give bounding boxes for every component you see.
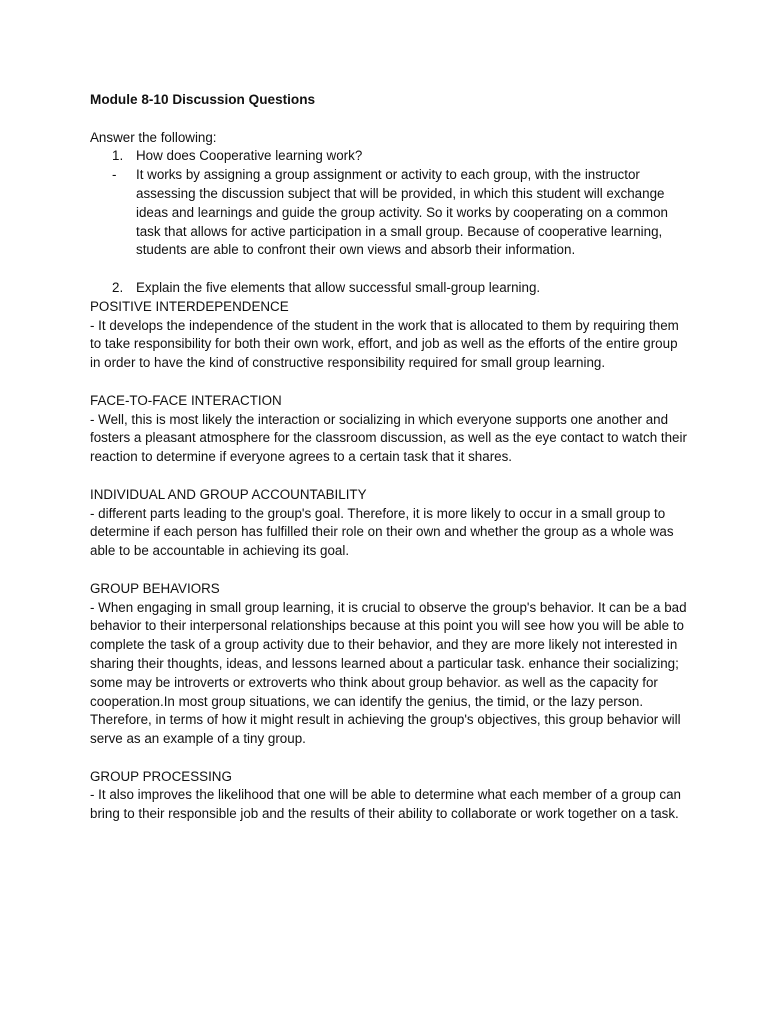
section-body-face-to-face: - Well, this is most likely the interaction or socializing in which everyone supports one another and fosters a pleasant atmosphere for the classroom discussion, as well as the eye contact to watch their reaction to determine if everyone agrees to a certain task that it shares. — [90, 411, 687, 465]
spacer — [90, 749, 690, 768]
question-2-number: 2. — [112, 279, 124, 295]
intro-text: Answer the following: — [90, 129, 217, 145]
section-heading-positive-interdependence: POSITIVE INTERDEPENDENCE — [90, 298, 289, 314]
section-body-positive-interdependence: - It develops the independence of the student in the work that is allocated to them by requiring them to take responsibility for both their own work, effort, and job as well as the efforts of the entire group in order to have the kind of constructive responsibility required for small group learning. — [90, 317, 679, 371]
spacer — [90, 373, 690, 392]
question-2-text: Explain the five elements that allow successful small-group learning. — [136, 279, 541, 295]
section-body-group-behaviors: - When engaging in small group learning, it is crucial to observe the group's behavior. It can be a bad behavior to their interpersonal relationships because at this point you will see how you will be able to complete the task of a group activity due to their behavior, and they are more likely not interested in sharing their thoughts, ideas, and lessons learned about a particular task. enhance their socializing; some may be introverts or extroverts who think about group behavior. as well as the capacity for cooperation.In most group situations, we can identify the genius, the timid, or the lazy person. Therefore, in terms of how it might result in achieving the group's objectives, this group behavior will serve as an example of a tiny group. — [90, 599, 687, 747]
answer-1-text: It works by assigning a group assignment or activity to each group, with the instructor assessing the discussion subject that will be provided, in which this student will exchange ideas and learnings and guide the group activity. So it works by cooperating on a common task that allows for active participation in a small group. Because of cooperative learning, students are able to confront their own views and absorb their information. — [136, 167, 668, 258]
question-1 — [90, 147, 690, 166]
section-heading-accountability: INDIVIDUAL AND GROUP ACCOUNTABILITY — [90, 486, 367, 502]
answer-1 — [90, 166, 690, 260]
question-1-number: 1. — [112, 148, 124, 164]
section-heading-face-to-face: FACE-TO-FACE INTERACTION — [90, 392, 282, 408]
spacer — [90, 561, 690, 580]
section-heading-group-processing: GROUP PROCESSING — [90, 768, 232, 784]
question-2 — [90, 279, 690, 298]
spacer — [90, 260, 690, 279]
section-body-accountability: - different parts leading to the group's goal. Therefore, it is more likely to occur in a small group to determine if each person has fulfilled their role on their own and whether the group as a whole was able to be accountable in achieving its goal. — [90, 505, 674, 559]
section-heading-group-behaviors: GROUP BEHAVIORS — [90, 580, 220, 596]
document-body — [90, 91, 690, 824]
question-1-text: How does Cooperative learning work? — [136, 148, 363, 164]
spacer — [90, 467, 690, 486]
spacer — [90, 110, 690, 129]
answer-1-dash: - — [112, 167, 117, 183]
document-title: Module 8-10 Discussion Questions — [90, 92, 316, 107]
section-body-group-processing: - It also improves the likelihood that one will be able to determine what each member of a group can bring to their responsible job and the results of their ability to collaborate or work together on a task. — [90, 787, 681, 822]
